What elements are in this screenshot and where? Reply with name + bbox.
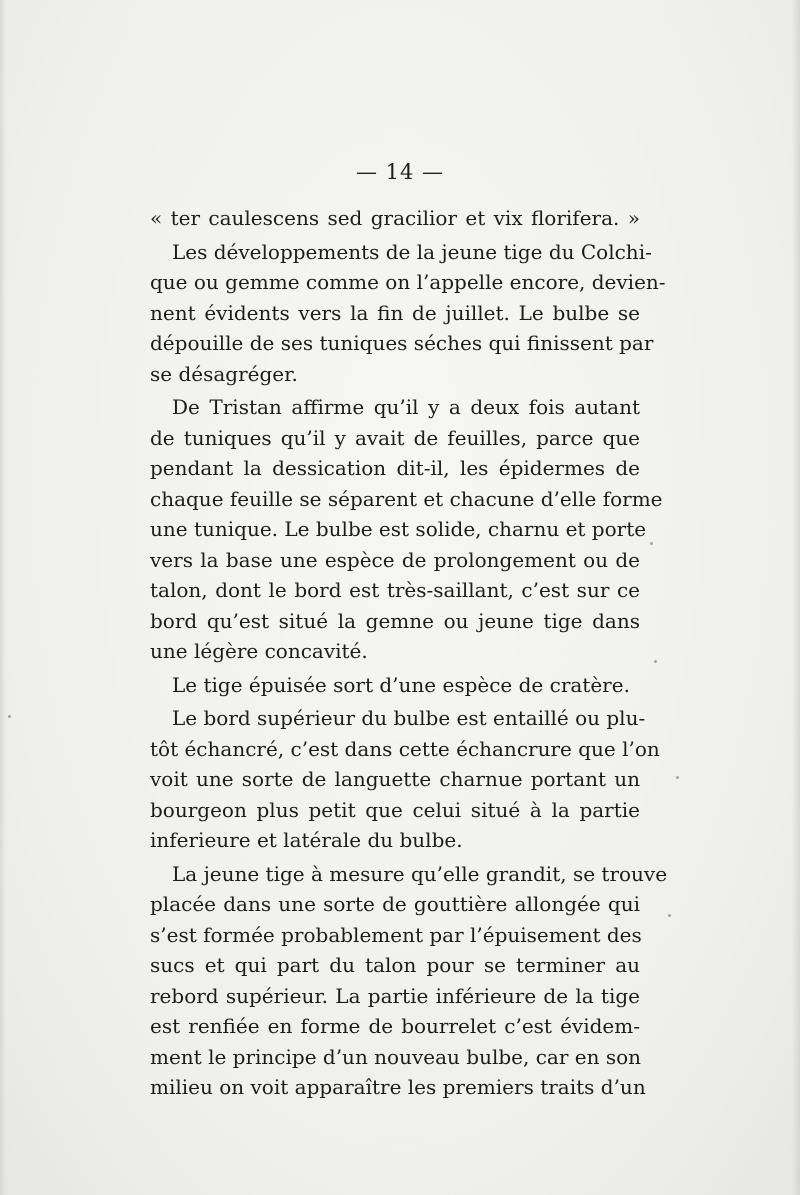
text-line: est renfiée en forme de bourrelet c’est évidem- — [150, 1014, 640, 1038]
text-line: placée dans une sorte de gouttière allongée qui — [150, 892, 640, 916]
text-line: milieu on voit apparaître les premiers traits d’un — [150, 1075, 646, 1099]
paper-speck — [676, 776, 679, 779]
paper-speck — [8, 715, 11, 718]
text-line: se désagréger. — [150, 361, 298, 386]
text-line: Les développements de la jeune tige du Colchi- — [172, 239, 652, 264]
text-line: pendant la dessication dit-il, les épidermes de — [150, 456, 640, 480]
paper-speck — [668, 914, 671, 917]
text-line: rebord supérieur. La partie inférieure de la tige — [150, 983, 640, 1008]
text-line: Le bord supérieur du bulbe est entaillé ou plu- — [172, 706, 646, 730]
text-line: de tuniques qu’il y avait de feuilles, parce que — [150, 425, 640, 450]
text-line: voit une sorte de languette charnue portant un — [150, 767, 640, 791]
paper-speck — [654, 660, 657, 663]
page-number: — 14 — — [355, 160, 445, 184]
text-line: une légère concavité. — [150, 639, 368, 663]
text-line: nent évidents vers la fin de juillet. Le bulbe se — [150, 300, 640, 325]
text-line: ment le principe d’un nouveau bulbe, car en son — [150, 1044, 642, 1069]
text-line: « ter caulescens sed gracilior et vix florifera. » — [150, 206, 640, 230]
text-line: tôt échancré, c’est dans cette échancrure que l’on — [150, 736, 660, 761]
text-line: chaque feuille se séparent et chacune d’elle forme — [150, 486, 663, 511]
text-line: s’est formée probablement par l’épuisement des — [150, 922, 642, 947]
body-text — [150, 203, 668, 1103]
text-line: sucs et qui part du talon pour se terminer au — [150, 953, 640, 977]
text-line: La jeune tige à mesure qu’elle grandit, se trouve — [172, 861, 668, 886]
text-line: bourgeon plus petit que celui situé à la partie — [150, 797, 640, 822]
text-line: vers la base une espèce de prolongement ou de — [150, 547, 640, 572]
text-line: inferieure et latérale du bulbe. — [150, 828, 463, 852]
paper-speck — [650, 542, 653, 545]
text-line: bord qu’est situé la gemne ou jeune tige dans — [150, 608, 640, 633]
text-line: dépouille de ses tuniques séches qui finissent par — [150, 331, 654, 355]
text-line: De Tristan affirme qu’il y a deux fois autant — [172, 395, 640, 419]
text-line: que ou gemme comme on l’appelle encore, devien- — [150, 270, 666, 294]
text-line: une tunique. Le bulbe est solide, charnu et porte — [150, 517, 647, 541]
text-line: Le tige épuisée sort d’une espèce de cratère. — [172, 672, 630, 697]
text-line: talon, dont le bord est très-saillant, c’est sur ce — [150, 578, 640, 602]
